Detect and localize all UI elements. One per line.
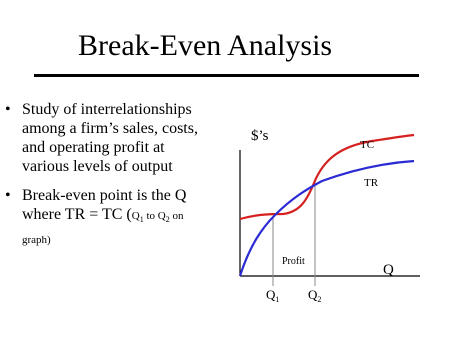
svg-text:Q2: $Q_2$ [308, 287, 322, 304]
q1-tick-label [266, 287, 279, 304]
profit-label: Profit [282, 256, 305, 267]
slide-title: Break-Even Analysis [78, 29, 333, 62]
q-range-note: $Q_1$ to $Q_2$ on graph) [22, 210, 184, 246]
svg-text:Q1: $Q_1$ [266, 287, 280, 304]
q2-tick-label [308, 287, 321, 304]
bullet-text-breakeven: Break-even point is the Q where TR = TC ($Q_1$ to $Q_2$ on graph) [22, 187, 187, 246]
tc-curve [240, 135, 414, 219]
bullet-dot-icon: • [5, 101, 11, 118]
bullet-text-study: Study of interrelationships among a firm’s sales, costs, and operating profit at various levels of output [22, 101, 198, 175]
x-axis-label: Q [383, 262, 394, 278]
tr-curve [240, 161, 414, 276]
tr-label: TR [364, 177, 379, 189]
y-axis-label: $’s [251, 128, 269, 144]
bullet-dot-icon: • [5, 187, 11, 204]
tc-label: TC [360, 139, 375, 151]
